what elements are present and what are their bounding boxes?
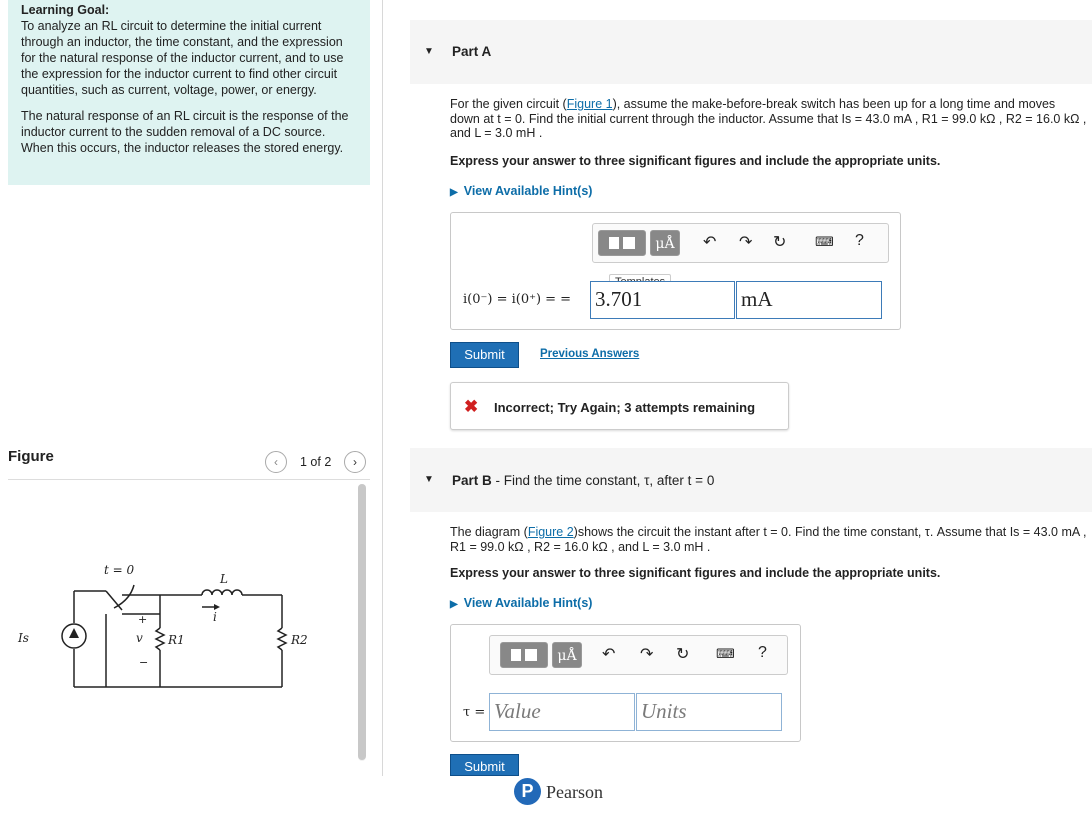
part-a-submit-button[interactable]: Submit [450,342,519,368]
part-b-label-text: - Find the time constant, τ, after t = 0 [491,473,715,488]
next-figure-button[interactable] [344,451,366,473]
learning-goal-text-2: The natural response of an RL circuit is the response of the inductor current to the sudden removal of a DC source. When this occurs, the inductor releases the stored energy. [21,109,349,155]
help-button[interactable]: ? [855,232,864,249]
collapse-triangle-icon[interactable]: ▼ [424,474,434,485]
r1-label: R1 [168,633,185,647]
error-icon: ✖ [464,397,479,416]
switch-time-label: t = 0 [104,563,135,577]
part-a-header[interactable] [410,20,1092,84]
templates-button[interactable] [598,230,646,256]
plus-sign: + [138,613,148,626]
template-glyph-icon [525,649,537,661]
template-glyph-icon [511,649,521,661]
part-b-submit-button[interactable]: Submit [450,754,519,776]
figure-scrollbar-thumb[interactable] [358,484,366,760]
feedback-message [450,382,789,430]
templates-button[interactable] [500,642,548,668]
figure-title: Figure [8,448,54,465]
part-a-equation-label: i(0⁻) = i(0⁺) = = [463,292,572,307]
part-a-question-pre: For the given circuit ( [450,97,567,111]
voltage-label: v [136,631,143,645]
part-b-question-pre: The diagram ( [450,525,528,539]
redo-icon[interactable]: ↷ [640,646,654,663]
undo-icon[interactable]: ↶ [602,646,616,663]
resistor-r2 [278,628,286,650]
pearson-brand: Pearson [546,782,603,802]
help-button[interactable]: ? [758,644,767,661]
part-a-units-input[interactable]: mA [736,281,882,319]
inductor-label: L [220,572,228,586]
switch-blade [106,591,122,610]
learning-goal-text: To analyze an RL circuit to determine the initial current through an inductor, the time constant, and the expression for the natural response of the inductor current, and to use the expression for the inductor current to find other circuit quantities, such as current, voltage, power, or energy. [21,19,344,97]
source-arrow-icon [69,628,79,638]
template-glyph-icon [623,237,635,249]
units-symbol-button[interactable]: μÅ [552,642,582,668]
r2-label: R2 [291,633,308,647]
part-b-question-main: )shows the circuit the instant after t = 0. Find the time constant, τ. Assume that Is = 43.0 mA , R1 = 99.0 kΩ , R2 = 16.0 kΩ , and L = 3.0 mH . [450,525,1087,554]
panel-divider [382,0,383,776]
redo-icon[interactable]: ↷ [739,234,753,251]
template-glyph-icon [609,237,619,249]
figure-header [8,448,370,478]
part-a-label: Part A [452,44,492,59]
part-b-hint-label: View Available Hint(s) [463,596,593,610]
part-a-question-main: ), assume the make-before-break switch has been up for a long time and moves down at t = 0. Find the initial current through the inductor. Assume that Is = 43.0 mA , R1 = 99.0 kΩ , R2 = 16.0 kΩ , and L = 3.0 mH . [450,97,1087,140]
previous-answers-link[interactable]: Previous Answers [540,348,640,360]
collapse-triangle-icon[interactable]: ▼ [424,46,434,57]
caret-right-icon: ▶ [450,187,458,198]
part-a-answer-box [450,212,901,330]
circuit-figure [10,550,320,700]
resistor-r1 [156,628,164,650]
chevron-left-icon: ‹ [274,455,278,469]
math-toolbar [489,635,788,675]
undo-icon[interactable]: ↶ [703,234,717,251]
part-a-hint-label: View Available Hint(s) [463,184,593,198]
pearson-logo-icon: P [514,778,541,805]
figure-1-link[interactable]: Figure 1 [566,97,613,111]
reset-icon[interactable]: ↻ [676,646,690,663]
part-b-value-input[interactable]: Value [489,693,635,731]
math-toolbar [592,223,889,263]
part-b-label: Part B [452,473,492,488]
source-label: Is [18,631,29,645]
part-a-instruction: Express your answer to three significant figures and include the appropriate units. [450,154,941,168]
part-b-units-input[interactable]: Units [636,693,782,731]
part-b-question [450,525,1088,554]
part-a-question [450,97,1088,141]
part-b-hint-toggle[interactable] [450,596,592,610]
minus-sign: − [139,656,149,669]
learning-goal-panel [8,0,370,185]
feedback-text: Incorrect; Try Again; 3 attempts remaining [494,400,756,415]
figure-pager: 1 of 2 [300,455,332,469]
part-b-equation-label: τ = [463,705,486,720]
chevron-right-icon: › [353,455,357,469]
units-symbol-button[interactable]: μÅ [650,230,680,256]
current-label: i [213,610,217,624]
previous-figure-button[interactable] [265,451,287,473]
caret-right-icon: ▶ [450,599,458,610]
part-a-hint-toggle[interactable] [450,184,592,198]
part-a-value-input[interactable]: 3.701 [590,281,735,319]
figure-2-link[interactable]: Figure 2 [527,525,574,539]
reset-icon[interactable]: ↻ [773,234,787,251]
part-b-answer-box [450,624,801,742]
keyboard-icon[interactable]: ⌨ [815,234,834,249]
keyboard-icon[interactable]: ⌨ [716,646,735,661]
inductor-coil [202,590,242,595]
learning-goal-title: Learning Goal: [21,3,110,17]
figure-divider [8,479,370,480]
part-b-header[interactable] [410,448,1092,512]
part-b-instruction: Express your answer to three significant figures and include the appropriate units. [450,566,941,580]
